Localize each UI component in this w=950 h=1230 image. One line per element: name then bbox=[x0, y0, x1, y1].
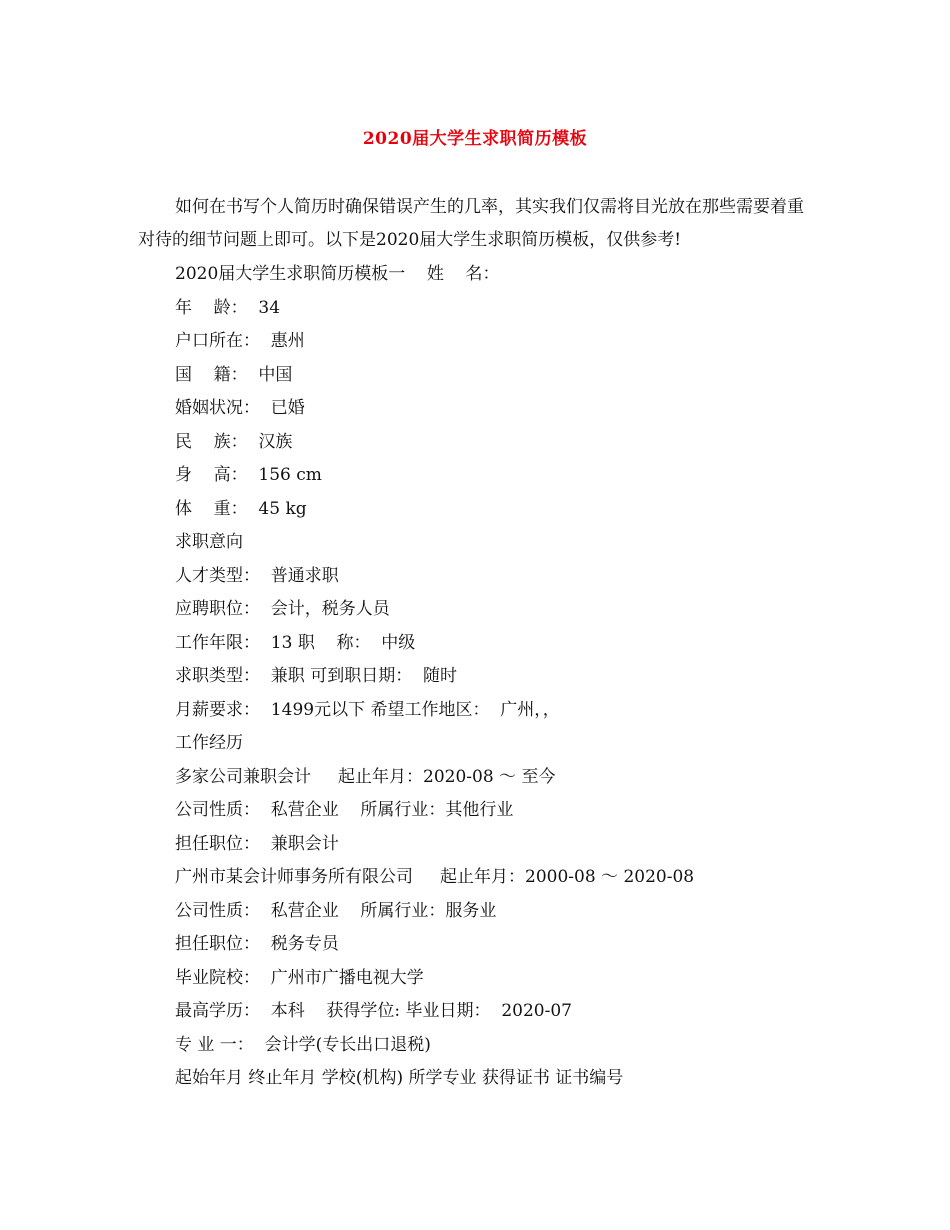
resume-line-job-2: 广州市某会计师事务所有限公司 起止年月：2000-08 ～ 2020-08 bbox=[175, 867, 695, 887]
intro-paragraph: 如何在书写个人简历时确保错误产生的几率，其实我们仅需将目光放在那些需要着重对待的细节问题上即可。以下是2020届大学生求职简历模板，仅供参考! bbox=[138, 197, 804, 250]
resume-line-hukou: 户口所在： 惠州 bbox=[175, 331, 305, 351]
resume-line-nationality: 国 籍： 中国 bbox=[175, 364, 293, 385]
resume-line-company-type-1: 公司性质： 私营企业 所属行业：其他行业 bbox=[175, 800, 514, 820]
resume-line-weight: 体 重： 45 kg bbox=[175, 498, 307, 519]
resume-line-table-header: 起始年月 终止年月 学校(机构) 所学专业 获得证书 证书编号 bbox=[175, 1068, 624, 1088]
resume-line-marital: 婚姻状况： 已婚 bbox=[175, 398, 305, 418]
section-heading-job-intent: 求职意向 bbox=[175, 532, 243, 552]
resume-line-age: 年 龄： 34 bbox=[175, 297, 281, 318]
document-title: 2020届大学生求职简历模板 bbox=[362, 129, 588, 149]
resume-line-job-1: 多家公司兼职会计 起止年月：2020-08 ～ 至今 bbox=[175, 766, 556, 787]
resume-lines bbox=[175, 258, 875, 1096]
resume-line-education: 最高学历： 本科 获得学位: 毕业日期： 2020-07 bbox=[175, 1001, 573, 1021]
resume-line-position: 应聘职位： 会计，税务人员 bbox=[175, 599, 390, 619]
resume-line-company-type-2: 公司性质： 私营企业 所属行业：服务业 bbox=[175, 900, 497, 921]
resume-line-name: 2020届大学生求职简历模板一 姓 名： bbox=[175, 264, 500, 284]
resume-line-major: 专 业 一： 会计学(专长出口退税) bbox=[175, 1034, 431, 1055]
resume-line-job-type: 求职类型： 兼职 可到职日期： 随时 bbox=[175, 666, 458, 686]
resume-line-work-years: 工作年限： 13 职 称： 中级 bbox=[175, 632, 416, 653]
resume-line-talent-type: 人才类型： 普通求职 bbox=[175, 565, 339, 586]
resume-line-school: 毕业院校： 广州市广播电视大学 bbox=[175, 967, 424, 988]
resume-line-height: 身 高： 156 cm bbox=[175, 465, 322, 485]
resume-line-ethnicity: 民 族： 汉族 bbox=[175, 431, 293, 452]
resume-line-role-2: 担任职位： 税务专员 bbox=[175, 934, 339, 954]
resume-line-salary: 月薪要求： 1499元以下 希望工作地区： 广州，， bbox=[175, 699, 560, 720]
section-heading-work-experience: 工作经历 bbox=[175, 733, 243, 753]
resume-line-role-1: 担任职位： 兼职会计 bbox=[175, 833, 339, 854]
